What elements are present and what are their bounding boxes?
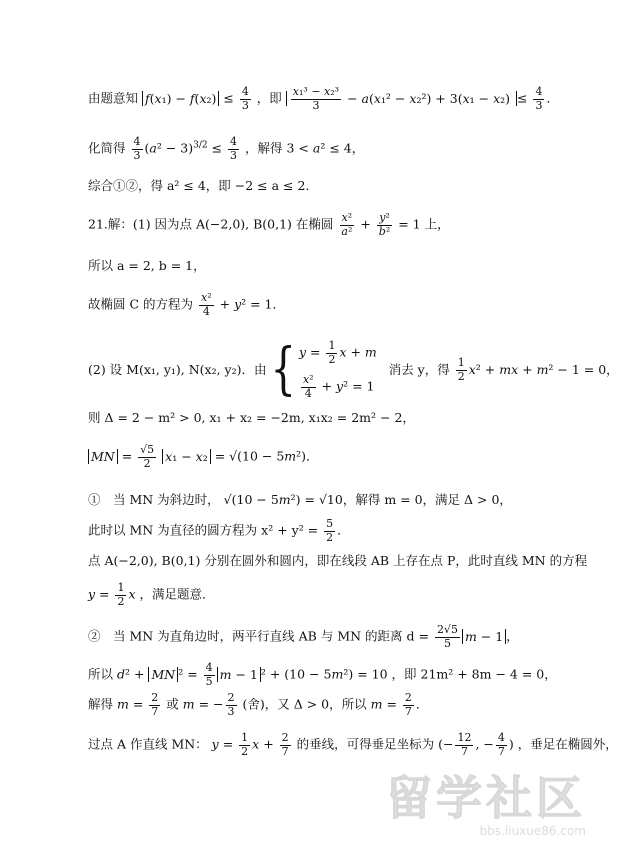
fraction: $\frac{4}{3}$ bbox=[241, 85, 249, 112]
text: 由题意知 bbox=[88, 90, 139, 106]
line-16: 解得 m = $\frac{2}{7}$ 或 m = − $\frac{2}{3}$ (舍)，又 Δ > 0，所以 m = $\frac{2}{7}$ ． bbox=[88, 691, 429, 718]
text: (舍)，又 Δ > 0，所以 bbox=[242, 696, 367, 712]
line-5: 所以 a = 2, b = 1， bbox=[88, 258, 206, 273]
fraction: $\frac{4}{3}$ bbox=[133, 135, 141, 162]
line-1: 由题意知 f(x₁) − f(x₂) ≤ $\frac{4}{3}$ ，即 $\frac{\text{x₁³ − x₂³}}{3}$ − a(x₁² − x₂²) + 3(x₁ − x₂) ≤ $\frac{4}{3}$ ． bbox=[88, 85, 559, 112]
text: 过点 A 作直线 MN： bbox=[88, 736, 208, 752]
line-7: (2) 设 M(x₁, y₁), N(x₂, y₂)．由 { y = $\frac{1}{2}$ x + m $\frac{\text{x²}}{4}$ + y² = 1 消去 y，得 $\frac{1}{2}$ x² + mx + m² − 1 = 0， bbox=[88, 338, 619, 403]
line-14: ② 当 MN 为直角边时，两平行直线 AB 与 MN 的距离 d = $\frac{2√5}{5}$ m − 1 ， bbox=[88, 623, 519, 650]
text: ② 当 MN 为直角边时，两平行直线 AB 与 MN 的距离 d = bbox=[88, 628, 429, 644]
line-17: 过点 A 作直线 MN： y = $\frac{1}{2}$ x + $\frac{2}{7}$ 的垂线，可得垂足坐标为 (− $\frac{12}{7}$ , − $\frac{4}{7}$ ) ，垂足在椭圆外， bbox=[88, 731, 618, 758]
formula: $\frac{\text{x₁³ − x₂³}}{3}$ − a(x₁² − x₂²) + 3(x₁ − x₂) bbox=[286, 91, 517, 106]
text: 21.解：(1) 因为点 A(−2,0), B(0,1) 在椭圆 bbox=[88, 216, 334, 232]
line-6: 故椭圆 C 的方程为 $\frac{\text{x²}}{4}$ + y² = 1． bbox=[88, 291, 286, 318]
text: 上， bbox=[424, 216, 450, 232]
text: ，满足题意． bbox=[139, 586, 215, 602]
line-15: 所以 d² + MN ² = $\frac{4}{5}$ m − 1 ² + (10 − 5m²) = 10 ，即 21m² + 8m − 4 = 0， bbox=[88, 661, 557, 688]
text: 化简得 bbox=[88, 140, 126, 156]
text: 所以 bbox=[88, 666, 114, 682]
fraction: $\frac{4}{3}$ bbox=[230, 135, 238, 162]
line-13: y = $\frac{1}{2}$ x ，满足题意． bbox=[88, 581, 215, 608]
watermark-url: bbs.liuxue86.com bbox=[479, 824, 586, 838]
text: (2) 设 M(x₁, y₁), N(x₂, y₂)．由 bbox=[88, 361, 267, 377]
text: ，即 bbox=[256, 90, 282, 106]
line-3: 综合①②，得 a² ≤ 4，即 −2 ≤ a ≤ 2． bbox=[88, 178, 318, 193]
text: ① 当 MN 为斜边时， bbox=[88, 492, 220, 507]
watermark-logo: 留学社区 bbox=[386, 771, 586, 825]
line-12: 点 A(−2,0), B(0,1) 分别在圆外和圆内，即在线段 AB 上存在点 P，此时直线 MN 的方程 bbox=[88, 553, 588, 568]
line-2: 化简得 $\frac{4}{3}$ $(a^2 - 3)^{3/2}$ ≤ $\frac{4}{3}$ ，解得 3 < a² ≤ 4， bbox=[88, 135, 365, 162]
text: ，垂足在椭圆外， bbox=[517, 736, 618, 752]
line-8: 则 Δ = 2 − m² > 0, x₁ + x₂ = −2m, x₁x₂ = 2m² − 2， bbox=[88, 410, 415, 425]
text: ，解得 bbox=[245, 140, 283, 156]
line-9: MN = $\frac{√5}{2}$ x₁ − x₂ = √(10 − 5m²)． bbox=[88, 444, 319, 470]
text: 消去 y，得 bbox=[388, 361, 450, 377]
text: ，解得 m = 0，满足 Δ > 0， bbox=[342, 492, 512, 507]
watermark bbox=[386, 762, 586, 838]
line-4: 21.解：(1) 因为点 A(−2,0), B(0,1) 在椭圆 $\frac{\text{x²}}{\text{a²}}$ + $\frac{\text{y²}}{\text{b²}}$ = 1 上， bbox=[88, 211, 450, 238]
text: 解得 bbox=[88, 696, 114, 712]
text: 此时以 MN 为直径的圆方程为 x² + y² = bbox=[88, 522, 319, 538]
equation-system: { y = $\frac{1}{2}$ x + m $\frac{\text{x²}}{4}$ + y² = 1 bbox=[270, 338, 377, 403]
text: 故椭圆 C 的方程为 bbox=[88, 296, 194, 312]
text: 的垂线，可得垂足坐标为 bbox=[296, 736, 435, 752]
fraction: $\frac{4}{3}$ bbox=[535, 85, 543, 112]
line-10: ① 当 MN 为斜边时， √(10 − 5m²) = √10，解得 m = 0，满足 Δ > 0， bbox=[88, 492, 512, 507]
line-11: 此时以 MN 为直径的圆方程为 x² + y² = $\frac{5}{2}$ ． bbox=[88, 517, 350, 544]
text: ，即 21m² + 8m − 4 = 0， bbox=[391, 666, 557, 682]
formula: f(x₁) − f(x₂) bbox=[142, 91, 219, 106]
